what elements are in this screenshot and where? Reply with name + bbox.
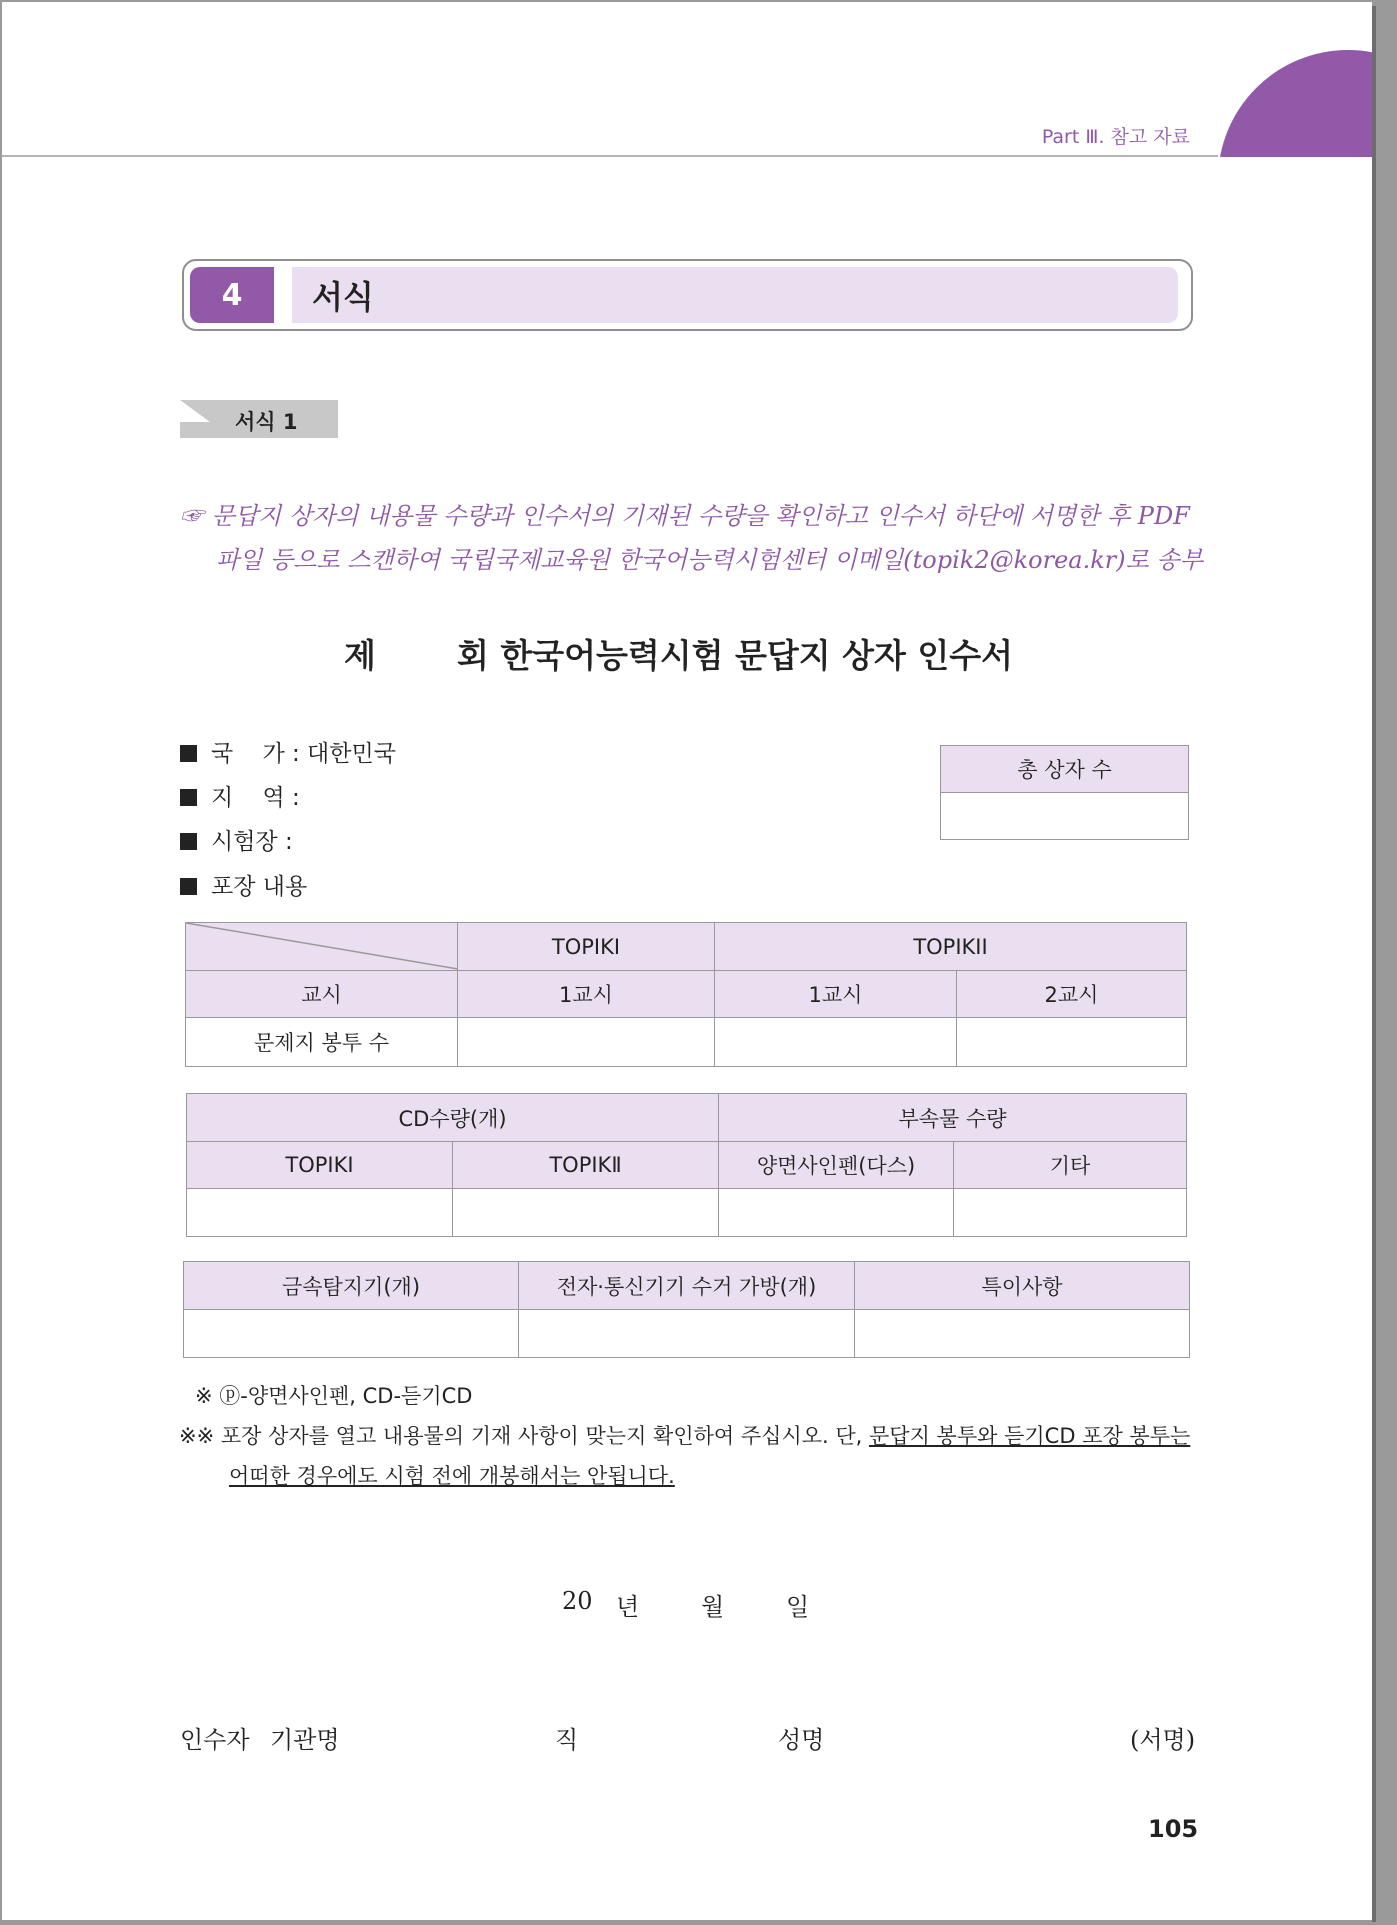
box-count-table xyxy=(940,745,1189,840)
box-count-cell[interactable] xyxy=(941,793,1189,840)
note-legend: ※ ⓟ-양면사인펜, CD-듣기CD xyxy=(195,1384,473,1408)
remarks-input[interactable] xyxy=(855,1310,1190,1358)
page-number: 105 xyxy=(1148,1815,1199,1843)
cd-quantity-header: CD수량(개) xyxy=(187,1094,719,1142)
square-bullet-icon xyxy=(180,789,197,806)
square-bullet-icon xyxy=(180,878,197,895)
page-shadow xyxy=(1372,6,1376,1922)
instruction-line-1: ☞ 문답지 상자의 내용물 수량과 인수서의 기재된 수량을 확인하고 인수서 하단에 서명한 후 PDF xyxy=(180,502,1190,530)
info-region: 지 역 : xyxy=(180,779,300,812)
section-title-bar xyxy=(292,267,1178,323)
topik1-header: TOPIKI xyxy=(458,923,715,971)
other-header: 기타 xyxy=(954,1142,1187,1189)
period-cell: 2교시 xyxy=(957,971,1187,1018)
title-main: 회 한국어능력시험 문답지 상자 인수서 xyxy=(457,636,1014,675)
envelope-count-input[interactable] xyxy=(458,1018,715,1067)
device-bag-header: 전자·통신기기 수거 가방(개) xyxy=(519,1262,855,1310)
pen-input[interactable] xyxy=(719,1189,954,1237)
signature-receiver: 인수자 xyxy=(180,1726,250,1754)
date-day: 일 xyxy=(786,1593,810,1621)
info-venue: 시험장 : xyxy=(180,823,293,856)
pen-header: 양면사인펜(다스) xyxy=(719,1142,954,1189)
document-page xyxy=(2,2,1372,1920)
metal-detector-input[interactable] xyxy=(184,1310,519,1358)
instruction-line-2: 파일 등으로 스캔하여 국립국제교육원 한국어능력시험센터 이메일(topik2@korea.kr)로 송부 xyxy=(216,546,1203,574)
square-bullet-icon xyxy=(180,833,197,850)
instruction-text xyxy=(180,494,1210,582)
diagonal-line-icon xyxy=(186,923,458,971)
period-row-label: 교시 xyxy=(186,971,458,1018)
metal-detector-header: 금속탐지기(개) xyxy=(184,1262,519,1310)
cd-topik2-header: TOPIKⅡ xyxy=(453,1142,719,1189)
other-input[interactable] xyxy=(954,1189,1187,1237)
cd-topik1-input[interactable] xyxy=(187,1189,453,1237)
header-part-label: Part Ⅲ. 참고 자료 xyxy=(1041,126,1190,148)
form-tab-label: 서식 1 xyxy=(235,410,298,434)
packing-table xyxy=(185,922,1187,1067)
signature-name: 성명 xyxy=(778,1726,825,1754)
box-count-header: 총 상자 수 xyxy=(941,746,1189,793)
note-warning-line-2: 어떠한 경우에도 시험 전에 개봉해서는 안됩니다. xyxy=(229,1464,675,1488)
section-title: 서식 xyxy=(312,278,374,316)
header-rule xyxy=(2,155,1218,157)
cd-topik1-header: TOPIKI xyxy=(187,1142,453,1189)
envelope-count-input[interactable] xyxy=(957,1018,1187,1067)
date-year: 년 xyxy=(616,1593,640,1621)
date-year-prefix: 20 xyxy=(562,1587,593,1615)
date-month: 월 xyxy=(701,1593,725,1621)
cd-accessory-table xyxy=(186,1093,1187,1237)
remarks-header: 특이사항 xyxy=(855,1262,1190,1310)
signature-sign: (서명) xyxy=(1130,1726,1196,1754)
info-country: 국 가 : 대한민국 xyxy=(180,735,396,768)
period-cell: 1교시 xyxy=(458,971,715,1018)
cd-topik2-input[interactable] xyxy=(453,1189,719,1237)
metal-detector-table xyxy=(183,1261,1190,1358)
envelope-count-input[interactable] xyxy=(715,1018,957,1067)
topik2-header: TOPIKII xyxy=(715,923,1187,971)
note-warning-line-1: ※※ 포장 상자를 열고 내용물의 기재 사항이 맞는지 확인하여 주십시오. 단, 문답지 봉투와 듣기CD 포장 봉투는 xyxy=(179,1424,1191,1448)
signature-position: 직 xyxy=(555,1726,579,1754)
section-number: 4 xyxy=(190,267,274,323)
diagonal-header-cell xyxy=(186,923,458,971)
device-bag-input[interactable] xyxy=(519,1310,855,1358)
accessory-quantity-header: 부속물 수량 xyxy=(719,1094,1187,1142)
square-bullet-icon xyxy=(180,745,197,762)
title-prefix: 제 xyxy=(344,636,376,675)
envelope-count-label: 문제지 봉투 수 xyxy=(186,1018,458,1067)
info-packing: 포장 내용 xyxy=(180,868,307,901)
period-cell: 1교시 xyxy=(715,971,957,1018)
signature-org: 기관명 xyxy=(270,1726,340,1754)
